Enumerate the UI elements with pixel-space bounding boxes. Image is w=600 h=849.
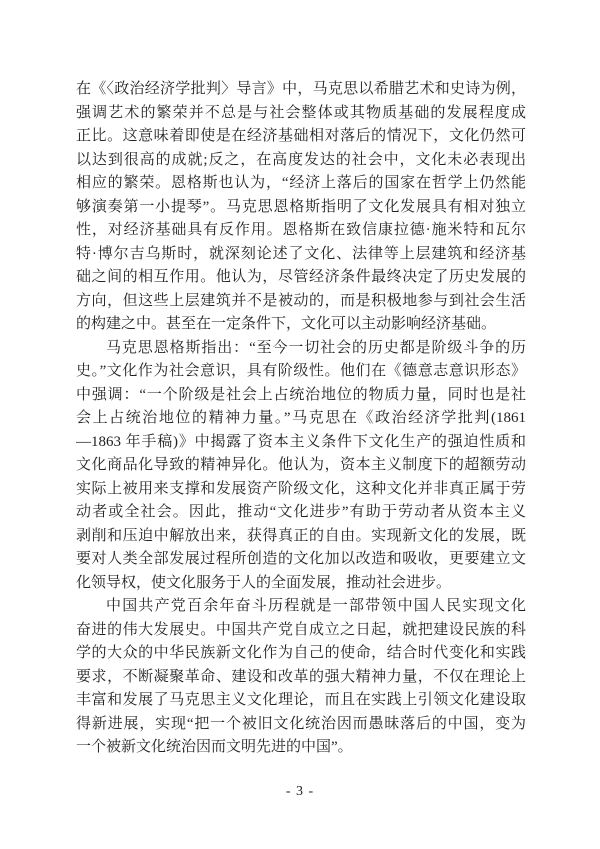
text-line: 要对人类全部发展过程所创造的文化加以改造和吸收，更要建立文 <box>76 551 526 567</box>
text-line: 正比。这意味着即使是在经济基础相对落后的情况下，文化仍然可 <box>76 128 526 144</box>
text-line: 础之间的相互作用。他认为，尽管经济条件最终决定了历史发展的 <box>76 269 526 285</box>
text-line: 方向，但这些上层建筑并不是被动的，而是积极地参与到社会生活 <box>76 292 526 309</box>
text-line: 相应的繁荣。恩格斯也认为，“经济上落后的国家在哲学上仍然能 <box>76 175 526 191</box>
text-line: 够演奏第一小提琴”。马克思恩格斯指明了文化发展具有相对独立 <box>76 198 526 215</box>
text-line: 特·博尔吉乌斯时，就深刻论述了文化、法律等上层建筑和经济基 <box>76 245 526 262</box>
text-line: 性，对经济基础具有反作用。恩格斯在致信康拉德·施米特和瓦尔 <box>76 222 526 238</box>
text-line: 在《〈政治经济学批判〉导言》中，马克思以希腊艺术和史诗为例， <box>76 81 526 97</box>
page-number: - 3 - <box>285 784 315 799</box>
paragraph <box>76 78 526 337</box>
text-line: 史。”文化作为社会意识，具有阶级性。他们在《德意志意识形态》 <box>76 363 526 379</box>
text-line: 化领导权，使文化服务于人的全面发展，推动社会进步。 <box>76 574 452 591</box>
text-line: 实际上被用来支撑和发展资产阶级文化，这种文化并非真正属于劳 <box>76 480 526 497</box>
text-line: 奋进的伟大发展史。中国共产党自成立之日起，就把建设民族的科 <box>76 621 526 638</box>
text-line: 一个被新文化统治因而文明先进的中国”。 <box>76 739 353 755</box>
text-line: 剥削和压迫中解放出来，获得真正的自由。实现新文化的发展，既 <box>76 527 526 544</box>
text-line: —1863 年手稿)》中揭露了资本主义条件下文化生产的强迫性质和 <box>76 433 526 450</box>
text-line: 马克思恩格斯指出：“至今一切社会的历史都是阶级斗争的历 <box>106 339 526 356</box>
text-line: 动者或全社会。因此，推动“文化进步”有助于劳动者从资本主义 <box>76 504 526 520</box>
text-line: 的构建之中。甚至在一定条件下，文化可以主动影响经济基础。 <box>76 316 497 332</box>
text-line: 文化商品化导致的精神异化。他认为，资本主义制度下的超额劳动 <box>76 457 526 473</box>
paragraph <box>76 337 526 596</box>
text-line: 得新进展，实现“把一个被旧文化统治因而愚昧落后的中国，变为 <box>76 715 526 732</box>
text-line: 中国共产党百余年奋斗历程就是一部带领中国人民实现文化 <box>106 598 526 614</box>
text-line: 以达到很高的成就;反之，在高度发达的社会中，文化未必表现出 <box>76 151 526 168</box>
text-line: 丰富和发展了马克思主义文化理论，而且在实践上引领文化建设取 <box>76 692 526 708</box>
text-line: 要求，不断凝聚革命、建设和改革的强大精神力量，不仅在理论上 <box>76 668 526 685</box>
document-body <box>76 78 526 760</box>
text-line: 学的大众的中华民族新文化作为自己的使命，结合时代变化和实践 <box>76 645 526 661</box>
text-line: 会上占统治地位的精神力量。”马克思在《政治经济学批判(1861 <box>76 410 526 426</box>
paragraph <box>76 595 526 760</box>
text-line: 中强调：“一个阶级是社会上占统治地位的物质力量，同时也是社 <box>76 386 526 403</box>
text-line: 强调艺术的繁荣并不总是与社会整体或其物质基础的发展程度成 <box>76 104 526 121</box>
